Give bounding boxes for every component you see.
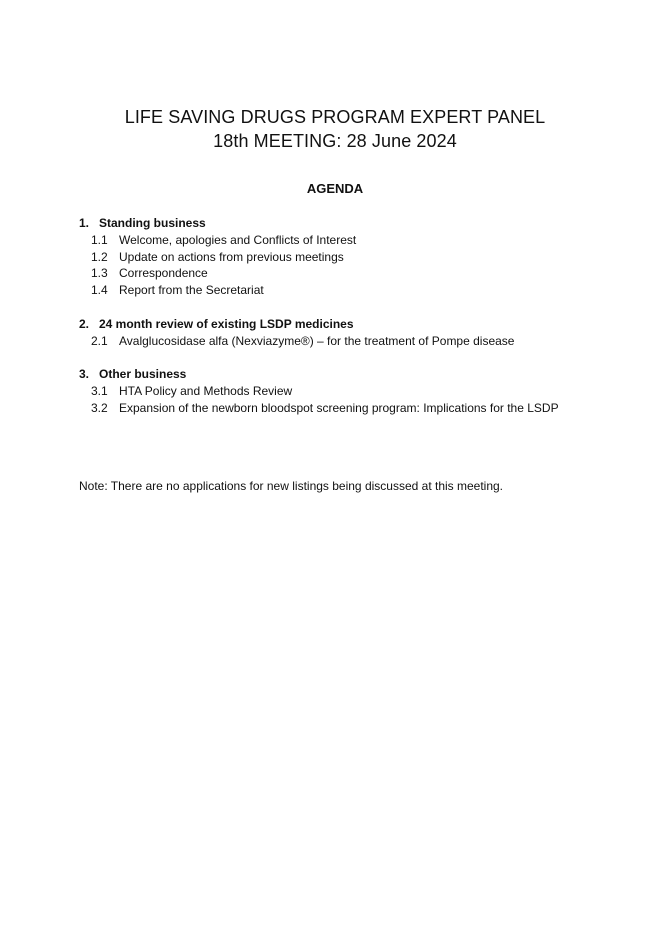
item-number: 2.1 [91, 333, 108, 348]
agenda-item [79, 383, 639, 400]
section-number: 2. [79, 316, 90, 331]
agenda-item [79, 232, 639, 249]
item-text: Correspondence [119, 266, 208, 281]
section-heading [79, 215, 639, 232]
section-number: 3. [79, 367, 90, 382]
agenda-item [79, 400, 639, 417]
agenda-section-standing-business [79, 215, 639, 299]
section-heading [79, 366, 639, 383]
item-text: Avalglucosidase alfa (Nexviazyme®) – for the treatment of Pompe disease [119, 333, 515, 348]
item-number: 1.2 [91, 249, 108, 264]
item-text: HTA Policy and Methods Review [119, 383, 293, 398]
item-number: 3.1 [91, 383, 108, 398]
agenda-heading: AGENDA [306, 181, 364, 196]
meeting-note: Note: There are no applications for new listings being discussed at this meeting. [79, 479, 504, 493]
title-line-1: LIFE SAVING DRUGS PROGRAM EXPERT PANEL [124, 107, 546, 127]
item-number: 1.3 [91, 266, 108, 281]
item-number: 3.2 [91, 400, 108, 415]
section-heading [79, 316, 639, 333]
agenda-item [79, 282, 639, 299]
agenda-item [79, 249, 639, 266]
title-line-2: 18th MEETING: 28 June 2024 [213, 131, 457, 151]
item-text: Welcome, apologies and Conflicts of Interest [119, 232, 357, 247]
agenda-section-lsdp-review [79, 316, 639, 350]
agenda-item [79, 333, 639, 350]
section-title: 24 month review of existing LSDP medicines [99, 316, 354, 331]
agenda-list [79, 215, 639, 433]
item-text: Expansion of the newborn bloodspot screening program: Implications for the LSDP [119, 400, 559, 415]
item-number: 1.4 [91, 283, 108, 298]
agenda-section-other-business [79, 366, 639, 416]
agenda-item [79, 265, 639, 282]
section-title: Standing business [99, 216, 206, 230]
item-number: 1.1 [91, 232, 108, 247]
item-text: Update on actions from previous meetings [119, 249, 344, 264]
section-number: 1. [79, 216, 90, 230]
item-text: Report from the Secretariat [119, 283, 264, 298]
section-title: Other business [99, 367, 187, 382]
document-title [0, 105, 670, 153]
